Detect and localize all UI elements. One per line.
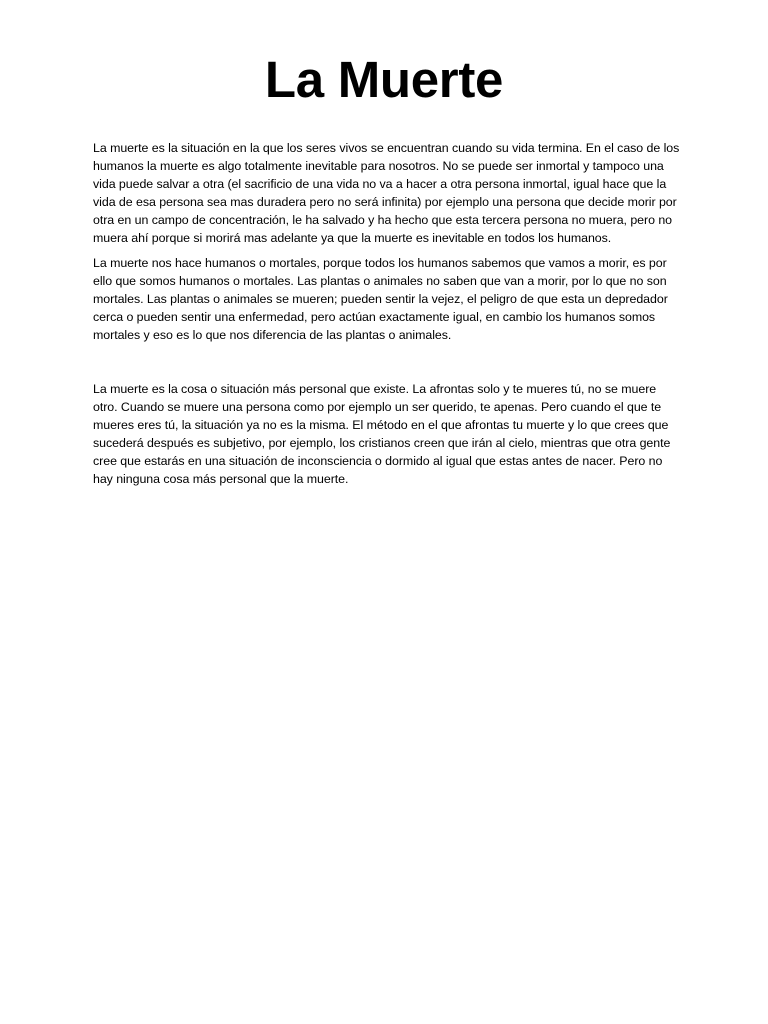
paragraph-2: La muerte nos hace humanos o mortales, porque todos los humanos sabemos que vamos a morir, es por ello que somos humanos o mortales. Las plantas o animales no saben que van a morir, por lo que no son mortales. Las plantas o animales se mueren; pueden sentir la vejez, el peligro de que esta un depredador cerca o pueden sentir una enfermedad, pero actúan exactamente igual, en cambio los humanos somos mortales y eso es lo que nos diferencia de las plantas o animales. [93, 256, 668, 343]
document-body [93, 140, 681, 488]
paragraph-3: La muerte es la cosa o situación más personal que existe. La afrontas solo y te mueres tú, no se muere otro. Cuando se muere una persona como por ejemplo un ser querido, te apenas. Pero cuando el que te mueres eres tú, la situación ya no es la misma. El método en el que afrontas tu muerte y lo que crees que sucederá después es subjetivo, por ejemplo, los cristianos creen que irán al cielo, mientras que otra gente cree que estarás en una situación de inconsciencia o dormido al igual que estas antes de nacer. Pero no hay ninguna cosa más personal que la muerte. [93, 381, 671, 486]
paragraph-1: La muerte es la situación en la que los seres vivos se encuentran cuando su vida termina. En el caso de los humanos la muerte es algo totalmente inevitable para nosotros. No se puede ser inmortal y tampoco una vida puede salvar a otra (el sacrificio de una vida no va a hacer a otra persona inmortal, igual hace que la vida de esa persona sea mas duradera pero no será infinita) por ejemplo una persona que decide morir por otra en un campo de concentración, le ha salvado y ha hecho que esta tercera persona no muera, pero no muera ahí porque si morirá mas adelante ya que la muerte es inevitable en todos los humanos. [93, 141, 680, 245]
document-title: La Muerte [264, 51, 504, 108]
